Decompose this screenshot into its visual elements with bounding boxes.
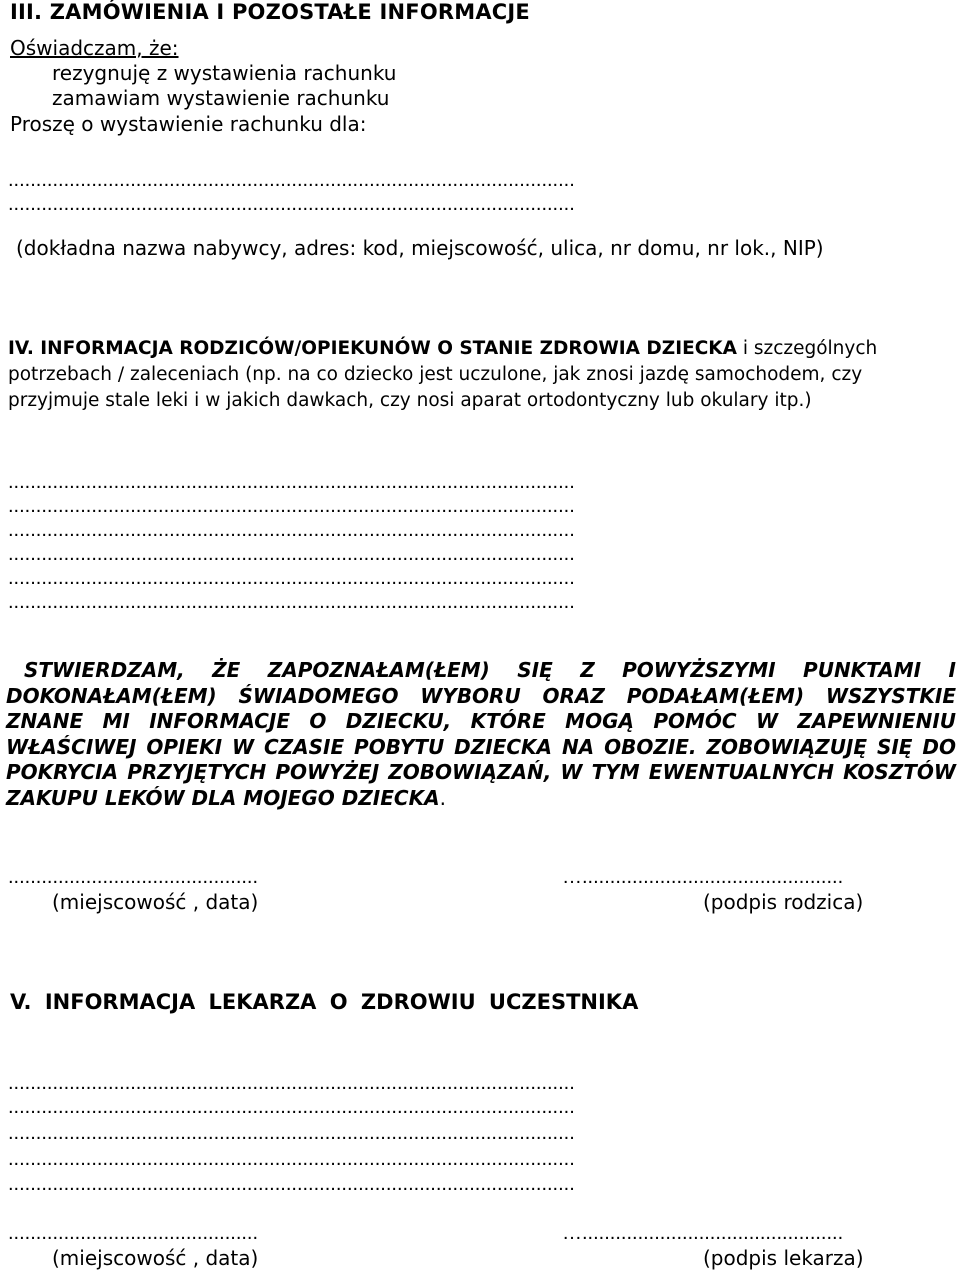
statement-end: . xyxy=(439,785,446,810)
doctor-dots-line: ...................................................................................................... xyxy=(8,1122,575,1144)
health-dots-line: ...................................................................................................... xyxy=(8,567,575,589)
doctor-dots-line: ...................................................................................................... xyxy=(8,1173,575,1195)
doctor-dots-line: ...................................................................................................... xyxy=(8,1096,575,1118)
section4-heading xyxy=(8,336,950,414)
parent-statement xyxy=(6,658,956,811)
declare-label: Oświadczam, że: xyxy=(10,36,179,60)
statement-main: STWIERDZAM, ŻE ZAPOZNAŁAM(ŁEM) SIĘ Z POWYŻSZYMI PUNKTAMI I DOKONAŁAM(ŁEM) ŚWIADOMEGO WYBORU ORAZ PODAŁAM(ŁEM) WSZYSTKIE ZNANE MI INFORMACJE O DZIECKU, KTÓRE MOGĄ POMÓC W ZAPEWNIENIU WŁAŚCIWEJ OPIEKI W CZASIE POBYTU DZIECKA NA OBOZIE. xyxy=(6,658,956,759)
statement-obligation: ZOBOWIĄZUJĘ SIĘ DO POKRYCIA PRZYJĘTYCH POWYŻEJ ZOBOWIĄZAŃ, W TYM EWENTUALNYCH KOSZTÓW ZAKUPU LEKÓW DLA MOJEGO DZIECKA xyxy=(6,734,956,810)
parent-signature-dots: …............................................... xyxy=(562,866,844,888)
doctor-place-date-dots: ............................................. xyxy=(8,1222,259,1244)
health-dots-line: ...................................................................................................... xyxy=(8,471,575,493)
invoice-dots-line: ...................................................................................................... xyxy=(8,169,575,191)
health-dots-line: ...................................................................................................... xyxy=(8,543,575,565)
doctor-place-date-caption: (miejscowość , data) xyxy=(52,1246,259,1270)
invoice-caption: (dokładna nazwa nabywcy, adres: kod, miejscowość, ulica, nr domu, nr lok., NIP) xyxy=(16,236,824,260)
section3-heading: III. ZAMÓWIENIA I POZOSTAŁE INFORMACJE xyxy=(10,0,530,24)
option-no-invoice: rezygnuję z wystawienia rachunku xyxy=(52,61,397,85)
parent-place-date-dots: ............................................. xyxy=(8,866,259,888)
doctor-dots-line: ...................................................................................................... xyxy=(8,1072,575,1094)
option-invoice: zamawiam wystawienie rachunku xyxy=(52,86,390,110)
doctor-signature-caption: (podpis lekarza) xyxy=(703,1246,864,1270)
invoice-for-label: Proszę o wystawienie rachunku dla: xyxy=(10,112,367,136)
invoice-dots-line: ...................................................................................................... xyxy=(8,193,575,215)
section4-title: IV. INFORMACJA RODZICÓW/OPIEKUNÓW O STANIE ZDROWIA DZIECKA xyxy=(8,338,737,359)
parent-place-date-caption: (miejscowość , data) xyxy=(52,890,259,914)
doctor-signature-dots: …............................................... xyxy=(562,1222,844,1244)
doctor-dots-line: ...................................................................................................... xyxy=(8,1148,575,1170)
section5-heading: V. INFORMACJA LEKARZA O ZDROWIU UCZESTNIKA xyxy=(10,990,639,1014)
health-dots-line: ...................................................................................................... xyxy=(8,519,575,541)
parent-signature-caption: (podpis rodzica) xyxy=(703,890,864,914)
section4-description: i szczególnych potrzebach / zaleceniach (np. na co dziecko jest uczulone, jak znosi jazdę samochodem, czy przyjmuje stale leki i w jakich dawkach, czy nosi aparat ortodontyczny lub okulary itp.) xyxy=(8,338,878,411)
health-dots-line: ...................................................................................................... xyxy=(8,591,575,613)
health-dots-line: ...................................................................................................... xyxy=(8,495,575,517)
